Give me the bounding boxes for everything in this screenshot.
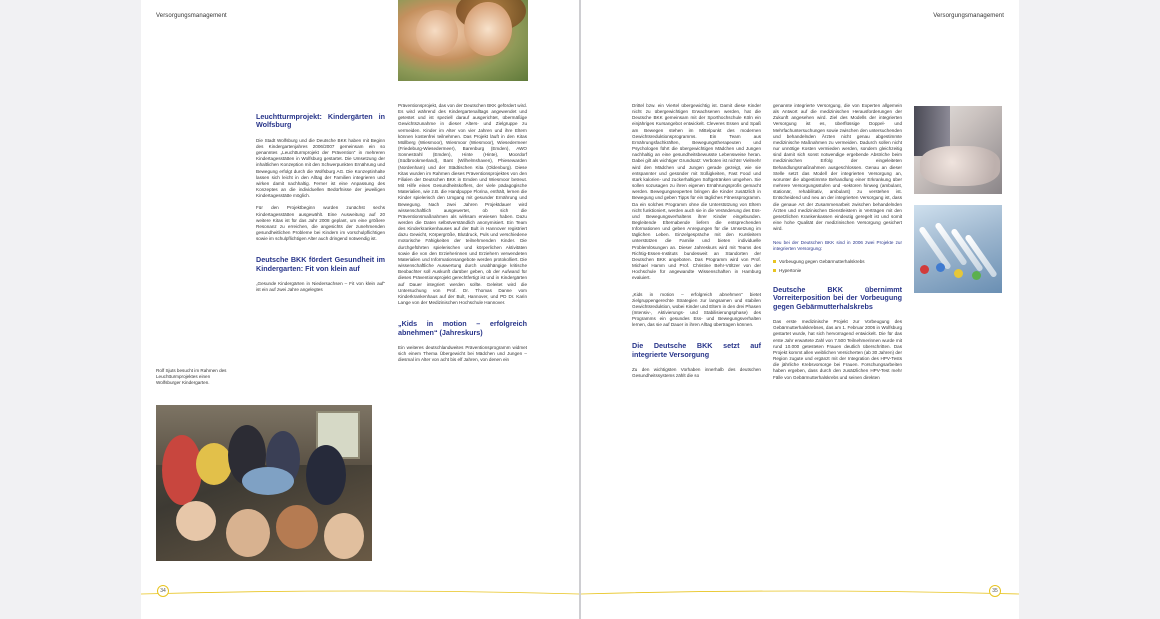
photo-detail [464,2,512,56]
highlight-note: Neu bei der Deutschen BKK sind in 2006 zwei Projekte zur integrierten Versorgung: [773,240,902,252]
page-number: 35 [989,585,1001,597]
footer-rule [141,590,579,596]
photo-detail [972,271,981,280]
text-column-3 [632,103,761,386]
photo-detail [176,501,216,541]
running-header: Versorgungsmanagement [156,13,227,19]
paragraph: genannte integrierte Versorgung, die von Experten allgemein als Antwort auf die medizinischen Herausforderungen der Zukunft angesehen wird. Ziel des Modells der integrierten Versorgung ist es, überflüssige Doppel- und Mehrfachuntersuchungen sowie zwischen den untersuchenden und behandelnden Ärzten nicht genau abgestimmte medizinische Maßnahmen zu vermeiden. Dadurch sollen nicht nur unnötige Kosten vermieden werden, sondern gleichzeitig sind damit sich sonst notwendige ergebende Abstriche beim medizinischen Erfolg der eingeleiteten Behandlungsmaßnahmen ausgeschlossen. Genau an dieser Stelle setzt das Modell der integrierten Versorgung an, worunter die abgestimmte Behandlung einer Erkrankung über mehrere Versorgungsstufen und -sektoren hinweg (ambulant, stationär, rehabilitativ, ambulant) zu verstehen ist. Entscheidend und neu an der integrierten Versorgung ist, dass die genaue Art der Zusammenarbeit zwischen behandelnden Ärzten und medizinischen Dienstleistern in Verträgen mit den gesetzlichen Krankenkassen eindeutig geregelt ist und somit eine hohe Qualität der medizinischen Versorgung gesichert wird. [773,103,902,232]
photo-laughing-children [398,0,528,81]
photo-detail [954,269,963,278]
right-page [581,0,1019,619]
text-column-2 [398,103,527,369]
photo-detail [324,513,364,559]
photo-medical-exam [914,106,1002,194]
left-page [141,0,579,619]
photo-detail [276,505,318,549]
paragraph: Präventionsprojekt, das von der Deutschen BKK gefördert wird. Es wird während des Kindergartenalltags angewendet und getestet und ist speziell darauf ausgerichtet, übermäßige Gewichtszunahme in dieser Alters- und Zielgruppe zu vermeiden. Kinder im Alter von vier Jahren und ihre Eltern können kostenfrei teilnehmen. Das Projekt läuft in den Kitas Müllberg (Wiesmoor), Wiesmoor (Wiesmoor), Wiesedermeer (Friedeburg-Wiesedermeer), Barenburg (Emden), AWO Sonnestrahl (Emden), Hinte (Hinte), Moordorf (Südbrookmerland), Bant (Wilhelmshaven), Phiesewarden (Nordenham) und der Städtischen Kita (Oldenburg). Diese Kitas wurden im Rahmen dieses Präventionsprojektes von den Filialen der Deutschen BKK in Emden und Wiesmoor betreut. Mit Hilfe eines Gesundheitskoffers, der viele pädagogische Materialien, wie z.B. die Handpuppe Florina, enthält, lernen die Kinder spielerisch den Umgang mit gesunder Ernährung und Bewegung. Nach zwei Jahren Projektdauer wird wissenschaftlich ausgewertet, ob sich die Präventionsmaßnahmen als wirksam erwiesen haben. Dazu werden die Daten selbstverständlich anonymisiert. Ein Team des Kinderkrankenhauses auf der Bult in Hannover registriert dazu Gewicht, Körpergröße, Blutdruck, Puls und verschiedene motorische Fähigkeiten der teilnehmenden Kinder. Die durchgeführten spielerischen und körperlichen Aktivitäten sowie die von den Erzieherinnen und Erziehern verwendeten Materialien und Informationsangebote werden protokolliert. Die wissenschaftliche Auswertung durch unabhängige kritische Beobachter soll Auskunft darüber geben, ob der Aufwand für dieses Präventionsprojekt gerechtfertigt ist und in Kindergärten auf Dauer integriert werden sollte. Geleitet wird die Untersuchung von Prof. Dr. Thomas Danne vom Kinderkrankenhaus auf der Bult, Hannover, und PD Dr. Karin Lange von der Medizinischen Hochschule Hannover. [398,103,527,305]
paragraph: Ein weiteres deutschlandweites Präventionsprogramm widmet sich einem Thema Übergewicht bei Mädchen und Jungen – diesmal im Alter von acht bis elf Jahren, von denen ein [398,344,527,363]
text-column-4 [773,103,902,387]
bullet-list [773,259,902,274]
paragraph: Das erste medizinische Projekt zur Vorbeugung des Gebärmutterhalskrebses, das am 1. Februar 2006 in Wolfsburg gestartet wurde, hat sich hervorragend entwickelt. Die für das erste Jahr erwartete Zahl von 7.500 Teilnehmerinnen wurde mit rund 10.000 getesteten Frauen deutlich überschritten. Das Projekt kommt allen weiblichen Versicherten (ab 30 Jahren) der Region zugute und ergänzt mit der Integration des HPV-Tests die jährliche Krebsvorsorge bei Frauen. Forschungsarbeiten haben ergeben, dass durch den zusätzlichen HPV-Test mehr Fälle von Gebärmutterhalskrebs und seinen direkten [773,319,902,380]
page-number: 34 [157,585,169,597]
photo-detail [196,443,232,485]
list-item: Vorbeugung gegen Gebärmutterhalskrebs [773,259,902,265]
footer-rule [581,590,1019,596]
photo-detail [936,263,945,272]
paragraph: „Kids in motion – erfolgreich abnehmen“ bietet zielgruppengerechte Strategien zur langsamen und stabilen Gewichtsreduktion, wobei Kinder und Eltern in den drei Phasen (Intensiv-, Aktivierungs- und Stabilisierungsphase) des Programms ein gesundes Ess- und Bewegungsverhalten lernen, das sie auf Dauer in ihren Alltag übertragen können. [632,291,761,328]
photo-detail [416,10,458,56]
paragraph: „Gesunde Kindergärten in Niedersachsen – Fit von klein auf“ ist ein auf zwei Jahre angelegtes [256,281,385,293]
paragraph: Zu den wichtigsten Vorhaben innerhalb des deutschen Gesundheitssystems zählt die so [632,367,761,379]
photo-test-tubes [914,205,1002,293]
section-heading: Deutsche BKK fördert Gesundheit im Kindergarten: Fit von klein auf [256,255,385,273]
paragraph: Für den Projektbeginn wurden zunächst sechs Kindertagesstätten ausgewählt. Eine Ausweitung auf 20 weitere Kitas ist für das Jahr 2008 geplant, um eine größere Resonanz zu erreichen, die angesichts der zunehmenden gesundheitlichen Probleme bei Kindern im vorschulpflichtigen sowie im schulpflichtigen Alter auch dringend notwendig ist. [256,205,385,242]
photo-detail [920,146,1000,186]
photo-detail [920,265,929,274]
photo-detail [242,467,294,495]
section-heading: Deutsche BKK übernimmt Vorreiterposition bei der Vorbeugung gegen Gebärmutterhalskrebs [773,284,902,311]
photo-detail [306,445,346,505]
running-header: Versorgungsmanagement [933,13,1004,19]
text-column-1 [256,113,385,299]
list-item: Hypertonie [773,268,902,274]
section-heading: Die Deutsche BKK setzt auf integrierte Versorgung [632,341,761,359]
photo-kindergarten-visit [156,405,372,561]
section-heading: Leuchtturmprojekt: Kindergärten in Wolfsburg [256,112,385,130]
paragraph: Drittel bzw. ein Viertel übergewichtig ist. Damit diese Kinder nicht zu übergewichtigen Erwachsenen werden, hat die Deutsche BKK gemeinsam mit der Sporthochschule Köln ein einjähriges Kursangebot entwickelt. Cleveres Essen und Spaß am Bewegen stehen im Mittelpunkt des modernen Gewichtsreduktionsprogramms. Ein Team aus Ernährungsfachkräften, Bewegungstherapeuten und Psychologen führt die übergewichtigen Mädchen und Jungen nachhaltig an eine gesundheitsbewusste Lebensweise heran. Dabei gilt als wichtiger Grundsatz: Verboten ist nichts! Vielmehr wird den Mädchen und Jungen gerade gezeigt, wie sie entspannter und gesünder mit Süßigkeiten, Fast Food und stark kalorien- und zuckerhaltigen Softgetränken umgehen. Sie sollen sozusagen zu ihren eigenen Ernährungsprofis gemacht werden. Bewegungsexperten bringen die Kinder zusätzlich in Bewegung und geben Tipps für ein tägliches Fitnessprogramm. Da ein solches Programm ohne die Unterstützung von Eltern nicht funktioniert, werden auch sie in die Veränderung des Ess- und Bewegungsverhaltens ihrer Kinder eingebunden. Begleitende Elternabende liefern die entsprechenden Informationen und geben Anregungen für die Umsetzung im täglichen Leben. Einzelgespräche mit den Kursleitern unterstützen die Familie und bieten individuelle Problemlösungen an. Dieser Jahreskurs wird mit Teams des Richtig-Essen-Instituts bundesweit an Standorten der Deutschen BKK angeboten. Das Programm wird von Prof. Michael Hamm und Prof. Christine Behr-Völtzer von der Hochschule für angewandte Wissenschaften in Hamburg evaluiert. [632,103,761,281]
section-heading: „Kids in motion – erfolgreich abnehmen“ (Jahreskurs) [398,319,527,337]
photo-caption: Rolf Sjuts besucht im Rahmen des Leuchtturmprojektes einen Wolfsburger Kindergarten. [156,368,227,385]
paragraph: Die Stadt Wolfsburg und die Deutsche BKK haben mit Beginn des Kindergartenjahres 2006/2007 gemeinsam ein so genanntes „Leuchtturmprojekt der Prävention“ in mehreren Kindertagesstätten in Wolfsburg gestartet. Die Umsetzung der inhaltlichen Konzeption mit den Schwerpunkten Ernährung und Bewegung erfolgt durch die Wolfsburg AG. Die Konzeptinhalte lassen sich leicht in den Alltag der Familien integrieren und wirken damit nachhaltig. Ferner ist eine Anpassung des Konzeptes an die individuellen Bedürfnisse der jeweiligen Kindertagesstätte möglich. [256,137,385,199]
photo-detail [226,509,270,557]
